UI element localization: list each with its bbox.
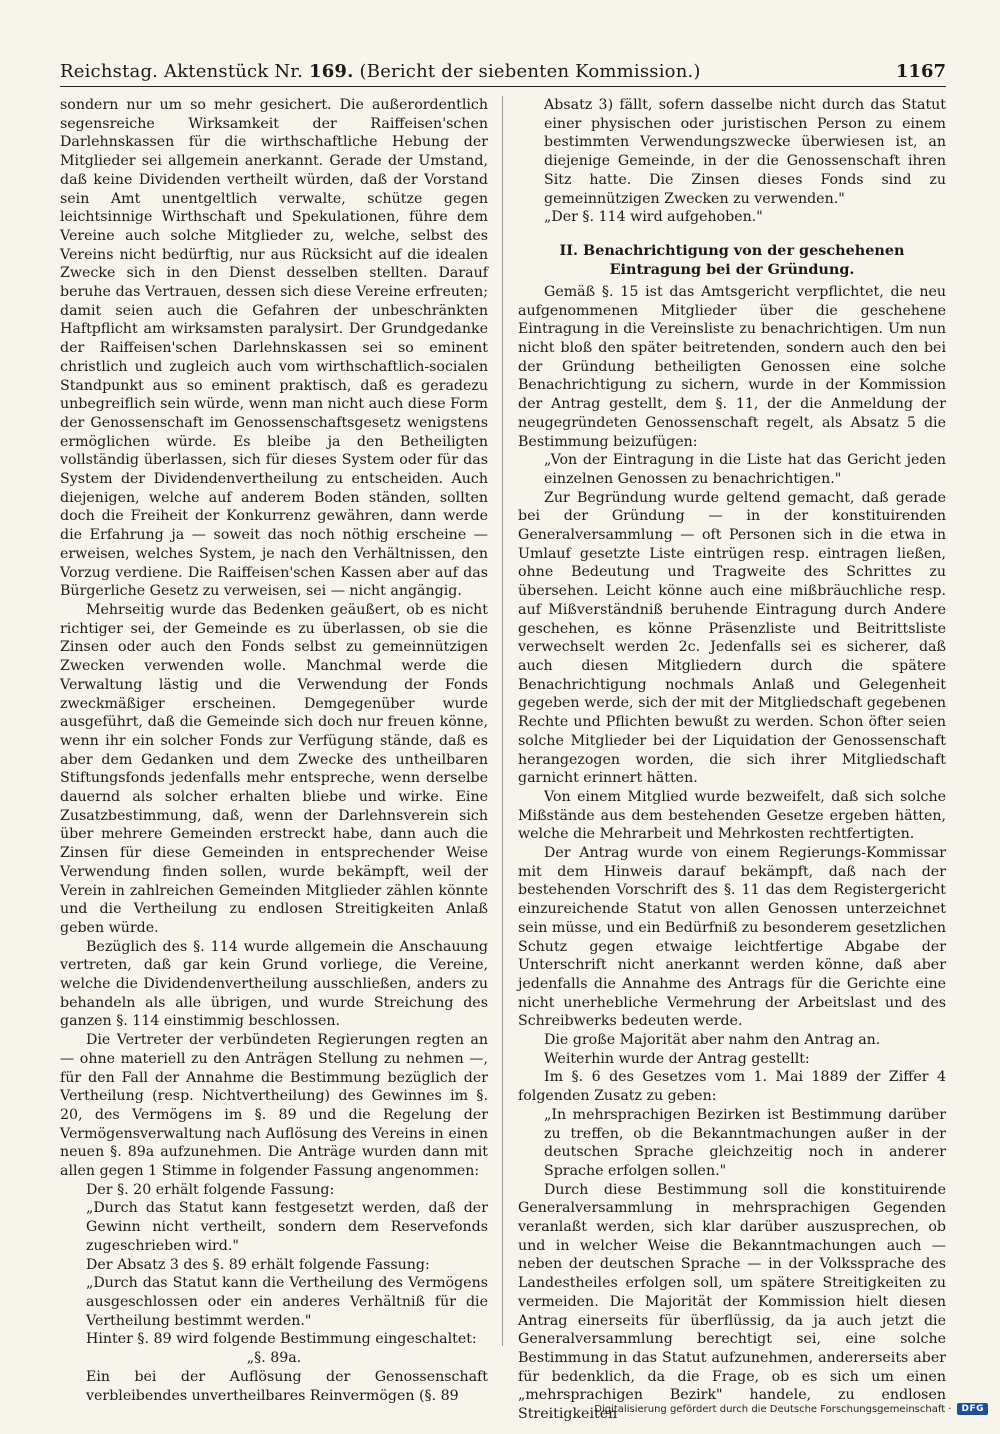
page-number: 1167 bbox=[895, 61, 946, 82]
amendment-intro-89: Der Absatz 3 des §. 89 erhält folgende Fassung: bbox=[86, 1256, 430, 1273]
paragraph: Von einem Mitglied wurde bezweifelt, daß sich solche Mißstände aus dem bestehenden Gesetze ergeben hätten, welche die Mehrarbeit und Mehrkosten rechtfertigten. bbox=[518, 788, 946, 843]
proposed-clause: „Von der Eintragung in die Liste hat das Gericht jeden einzelnen Genossen zu benachrichtigen." bbox=[544, 452, 946, 487]
amendment-text-89: „Durch das Statut kann die Vertheilung des Vermögens ausgeschlossen oder ein anderes Verhältniß für die Vertheilung bestimmt werden." bbox=[86, 1275, 488, 1329]
column-divider bbox=[502, 96, 503, 1346]
amendment-text-89a: Ein bei der Auflösung der Genossenschaft verbleibendes unvertheilbares Reinvermögen (§. 89 bbox=[86, 1368, 488, 1404]
repeal-clause: „Der §. 114 wird aufgehoben." bbox=[544, 209, 763, 226]
dfg-logo: DFG bbox=[957, 1403, 988, 1415]
proposed-clause: „In mehrsprachigen Bezirken ist Bestimmung darüber zu treffen, ob die Bekanntmachungen außer in der deutschen Sprache gleichzeitig noch in anderer Sprache erfolgen sollen." bbox=[544, 1106, 946, 1179]
running-title bbox=[60, 61, 701, 86]
amendment-title-89a: „§. 89a. bbox=[246, 1350, 302, 1367]
paragraph: Die große Majorität aber nahm den Antrag an. bbox=[544, 1032, 881, 1049]
amendment-continuation: Absatz 3) fällt, sofern dasselbe nicht durch das Statut einer physischen oder juristischen Person zu einem bestimmten Verwendungszwecke überwiesen ist, an diejenige Gemeinde, in der die Genossenschaft ihren Sitz hatte. Die Zinsen dieses Fonds sind zu gemeinnützigen Zwecken zu verwenden." bbox=[544, 97, 946, 207]
digitization-credit bbox=[594, 1400, 988, 1418]
paragraph: Mehrseitig wurde das Bedenken geäußert, ob es nicht richtiger sei, der Gemeinde es zu überlassen, ob sie die Zinsen oder auch den Fonds selbst zu gemeinnützigen Zwecken verwenden wolle. Manchmal werde die Verwaltung lästig und die Verwendung der Fonds zweckmäßiger erscheinen. Demgegenüber wurde ausgeführt, daß die Gemeinde sich doch nur freuen könne, wenn ihr ein solcher Fonds zur Verfügung stände, daß es aber dem Gedanken und dem Zwecke des untheilbaren Stiftungsfonds jedenfalls mehr entspreche, wenn derselbe dauernd als solcher erhalten bliebe und wirke. Eine Zusatzbestimmung, daß, wenn der Darlehnsverein sich über mehrere Gemeinden erstreckt habe, dann auch die Zinsen für diese Gemeinden in entsprechender Weise Verwendung finden sollen, wurde bekämpft, weil der Verein in zahlreichen Gemeinden Mitglieder zählen könnte und die Vertheilung zu endlosen Streitigkeiten Anlaß geben würde. bbox=[60, 601, 488, 936]
amendment-text-20: „Durch das Statut kann festgesetzt werden, daß der Gewinn nicht vertheilt, sondern dem Reservefonds zugeschrieben wird." bbox=[86, 1200, 488, 1254]
paragraph: Der Antrag wurde von einem Regierungs-Kommissar mit dem Hinweis darauf bekämpft, daß nach der bestehenden Vorschrift des §. 11 das dem Registergericht einzureichende Statut von allen Genossen unterzeichnet sein müsse, und ein Bedürfniß zu besonderem gesetzlichen Schutz gegen etwaige leichtfertige Abgabe der Unterschrift nicht anerkannt werden könne, daß aber jedenfalls die Annahme des Antrags für die Gerichte eine nicht unerhebliche Vermehrung der Arbeitslast und des Schreibwerks bedeuten werde. bbox=[518, 845, 946, 1030]
running-title-prefix: Reichstag. Aktenstück Nr. bbox=[60, 61, 304, 82]
paragraph: Im §. 6 des Gesetzes vom 1. Mai 1889 der Ziffer 4 folgenden Zusatz zu geben: bbox=[518, 1069, 946, 1105]
amendment-intro-20: Der §. 20 erhält folgende Fassung: bbox=[86, 1181, 335, 1198]
document-number: 169. bbox=[308, 61, 354, 82]
paragraph: Durch diese Bestimmung soll die konstituirende Generalversammlung in mehrsprachigen Gegenden veranlaßt werden, sich klar darüber auszusprechen, ob und in welcher Weise die Bekanntmachungen auch — neben der deutschen Sprache — in der Volkssprache des Landestheiles erfolgen soll, um spätere Streitigkeiten zu vermeiden. Die Majorität der Kommission hielt diesen Antrag einerseits für überflüssig, da ja auch jetzt die Generalversammlung berechtigt sei, eine solche Bestimmung in das Statut aufzunehmen, andererseits aber für bedenklich, da die Frage, ob es sich um einen „mehrsprachigen Bezirk" handele, zu endlosen Streitigkeiten bbox=[518, 1181, 946, 1423]
running-title-suffix: (Bericht der siebenten Kommission.) bbox=[359, 61, 701, 82]
credit-text: Digitalisierung gefördert durch die Deutsche Forschungsgemeinschaft · bbox=[594, 1403, 952, 1415]
paragraph: Bezüglich des §. 114 wurde allgemein die Anschauung vertreten, daß gar kein Grund vorliege, die Vereine, welche die Dividendenvertheilung ausschließen, anders zu behandeln als alle übrigen, und wurde Streichung des ganzen §. 114 einstimmig beschlossen. bbox=[60, 938, 488, 1030]
section-heading: II. Benachrichtigung von der geschehenen Eintragung bei der Gründung. bbox=[559, 241, 905, 278]
running-header bbox=[60, 56, 946, 87]
paragraph: sondern nur um so mehr gesichert. Die außerordentlich segensreiche Wirksamkeit der Raiffeisen'schen Darlehnskassen für die wirthschaftliche Hebung der Mitglieder sei allgemein anerkannt. Gerade der Umstand, daß keine Dividenden vertheilt würden, daß der Vorstand sein Amt unentgeltlich verwalte, schütze gegen leichtsinnige Wirthschaft und Spekulationen, führe dem Vereine auch solche Mitglieder zu, welche, selbst des Vereins nicht bedürftig, nur aus Rücksicht auf die idealen Zwecke sich in den Dienst desselben stellten. Darauf beruhe das Vertrauen, dessen sich diese Vereine erfreuten; damit seien auch die Gefahren der unbeschränkten Haftpflicht am wirksamsten paralysirt. Der Grundgedanke der Raiffeisen'schen Darlehnskassen sei so eminent christlich und zugleich auch vom wirthschaftlich-socialen Standpunkt aus so eminent praktisch, daß es geradezu unbegreiflich sein würde, wenn man nicht auch diese Form der Genossenschaft im Genossenschaftsgesetz wenigstens ermöglichen würde. Es bleibe ja den Betheiligten vollständig überlassen, sich für dieses System oder für das System der Dividendenvertheilung zu entscheiden. Auch diejenigen, welche auf anderem Boden ständen, sollten doch die Freiheit der Konkurrenz gewähren, dann werde die Erfahrung ja — soweit das noch nöthig erscheine — erweisen, welches System, je nach den Verhältnissen, den Vorzug verdiene. Die Raiffeisen'schen Kassen aber auf das Bürgerliche Gesetz zu verweisen, sei — nicht angängig. bbox=[60, 97, 488, 600]
left-column bbox=[60, 96, 488, 1404]
paragraph: Die Vertreter der verbündeten Regierungen regten an — ohne materiell zu den Anträgen Stellung zu nehmen —, für den Fall der Annahme die Bestimmung bezüglich der Vertheilung (resp. Nichtvertheilung) des Gewinnes im §. 20, des Vermögens im §. 89 und die Regelung der Vermögensverwaltung nach Auflösung des Vereins in einen neuen §. 89a aufzunehmen. Die Anträge wurden dann mit allen gegen 1 Stimme in folgender Fassung angenommen: bbox=[60, 1032, 488, 1180]
paragraph: Gemäß §. 15 ist das Amtsgericht verpflichtet, die neu aufgenommenen Mitglieder über die geschehene Eintragung in die Vereinsliste zu benachrichtigen. Um nun nicht bloß den später beitretenden, sondern auch den bei der Gründung betheiligten Genossen eine solche Benachrichtigung zu sichern, wurde in der Kommission der Antrag gestellt, dem §. 11, der die Anmeldung der neugegründeten Genossenschaft regelt, als Absatz 5 die Bestimmung beizufügen: bbox=[518, 283, 946, 450]
amendment-intro-89a: Hinter §. 89 wird folgende Bestimmung eingeschaltet: bbox=[86, 1331, 477, 1348]
paragraph: Zur Begründung wurde geltend gemacht, daß gerade bei der Gründung — in der konstituirenden Generalversammlung — oft Personen sich in die etwa in Umlauf gesetzte Liste eintrügen resp. eintragen ließen, ohne Bedeutung und Tragweite des Schrittes zu übersehen. Leicht könne auch eine mißbräuchliche resp. auf Mißverständniß beruhende Eintragung durch Andere geschehen, es könne Präsenzliste und Beitrittsliste verwechselt werden 2c. Jedenfalls sei es sicherer, daß auch diesen Mitgliedern durch die spätere Benachrichtigung nochmals Anlaß und Gelegenheit gegeben werde, sich der mit der Mitgliedschaft gegebenen Rechte und Pflichten bewußt zu werden. Schon öfter seien solche Mitglieder bei der Liquidation der Genossenschaft herangezogen worden, die sich ihrer Mitgliedschaft garnicht erinnert hätten. bbox=[518, 489, 946, 787]
paragraph: Weiterhin wurde der Antrag gestellt: bbox=[544, 1050, 810, 1067]
